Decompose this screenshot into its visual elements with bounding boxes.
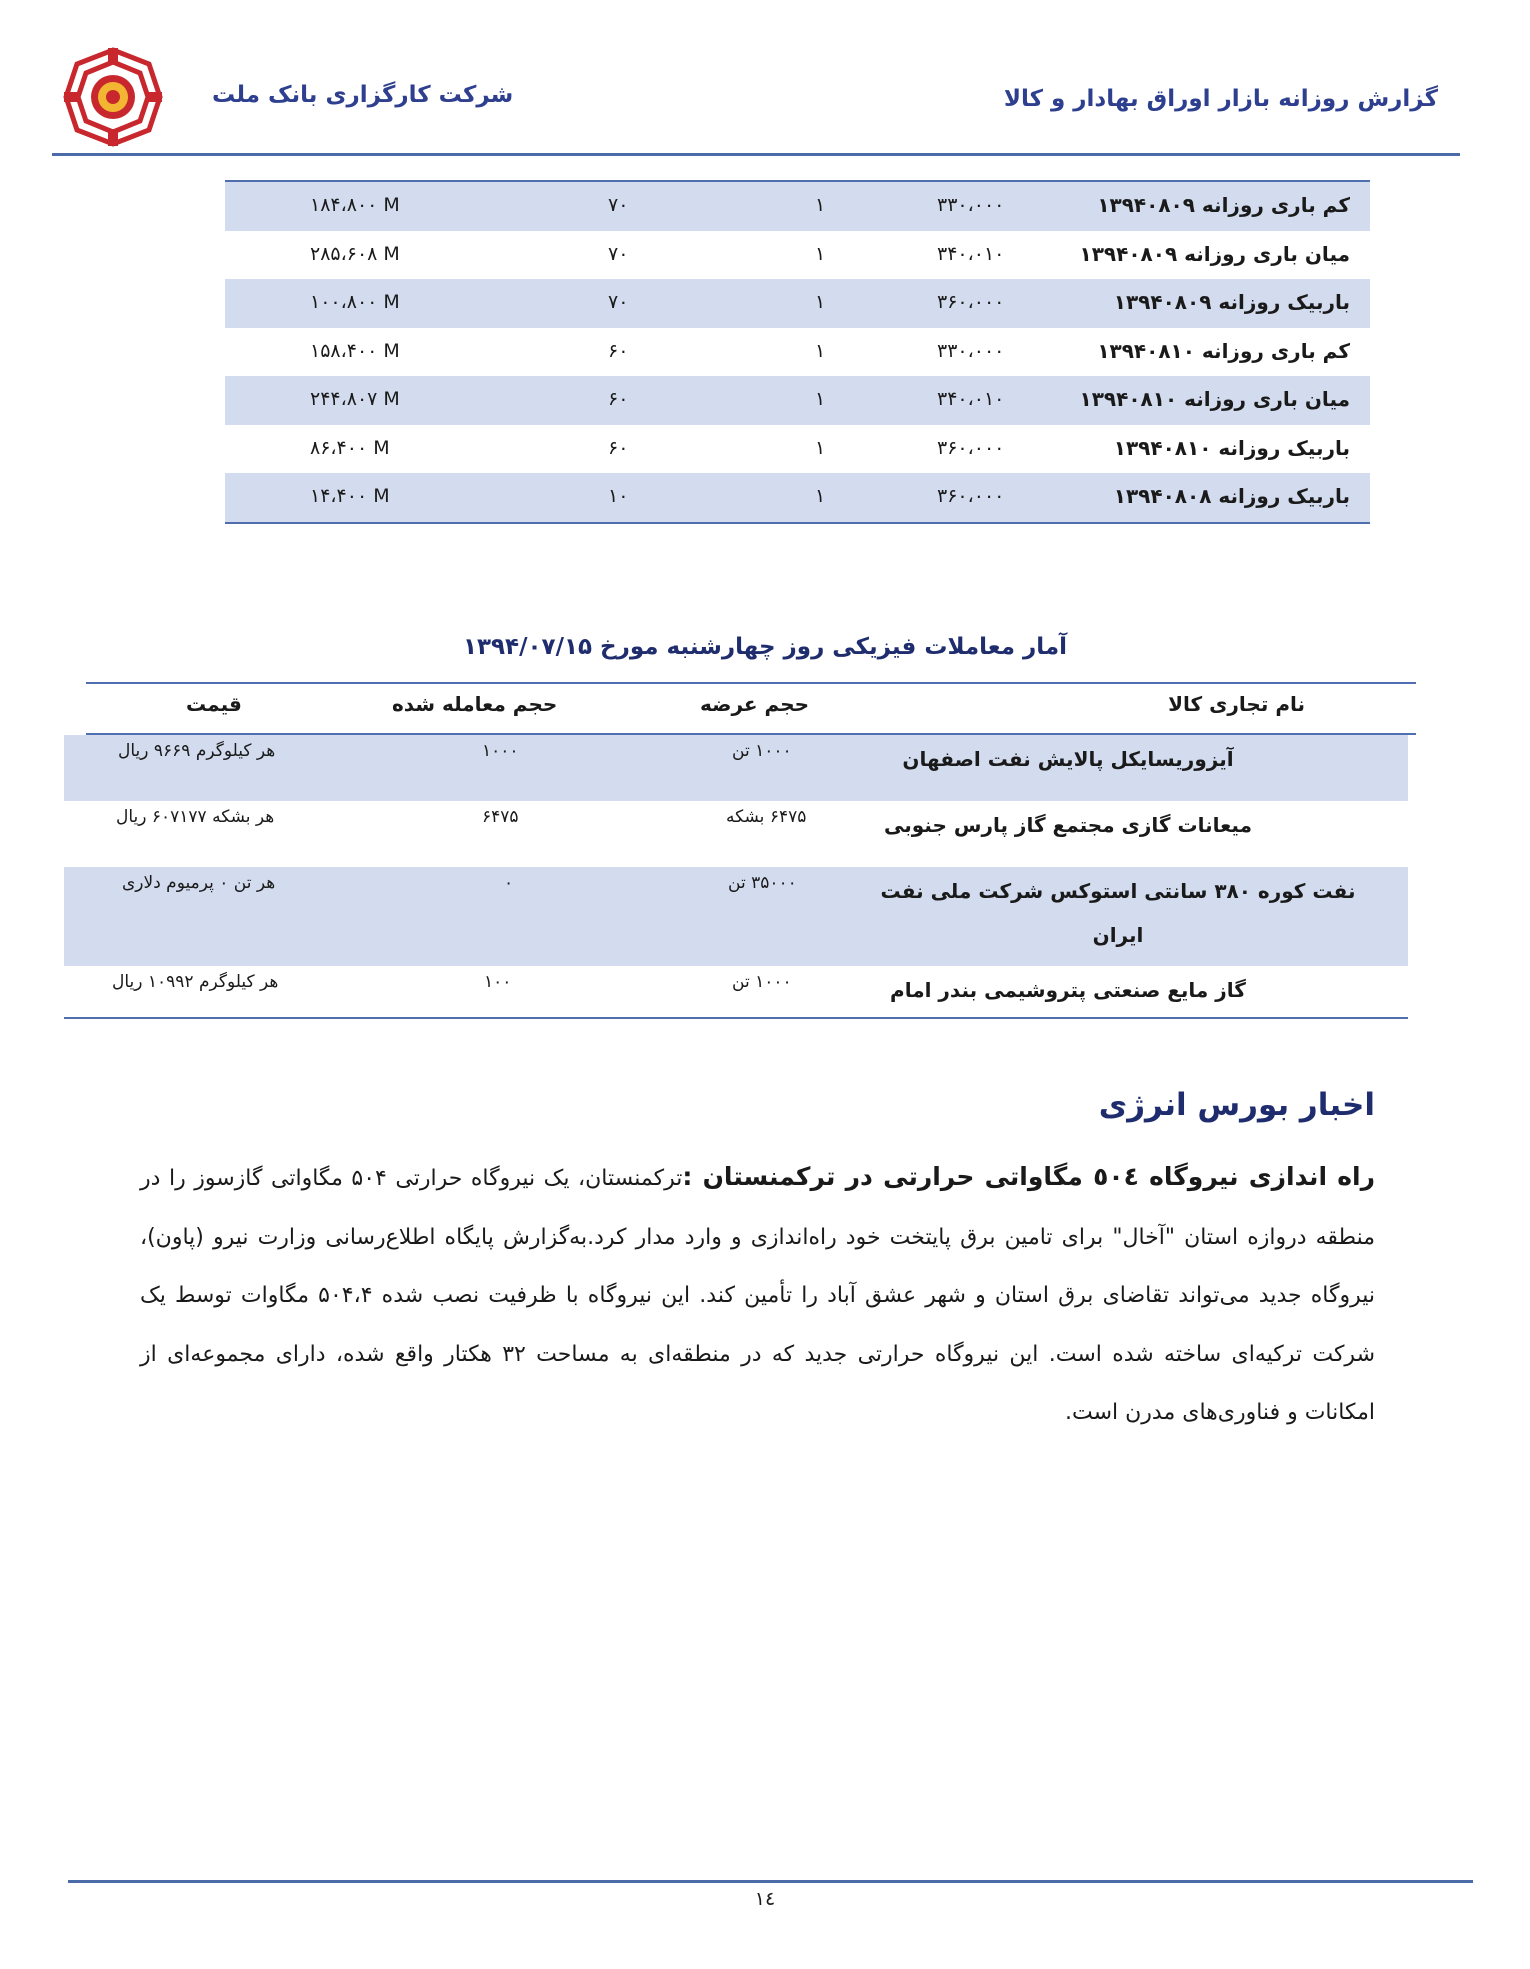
table-row xyxy=(225,376,1370,425)
contract-volume: ۶۰ xyxy=(608,339,629,362)
footer-divider xyxy=(68,1880,1473,1883)
news-section-title: اخبار بورس انرژی xyxy=(1098,1087,1375,1123)
supply-volume: ۶۴۷۵ بشکه xyxy=(726,807,807,827)
contract-volume: ۷۰ xyxy=(608,242,629,265)
contract-count: ۱ xyxy=(815,388,826,410)
contract-price: ۳۶۰،۰۰۰ xyxy=(937,485,1005,507)
contract-price: ۳۴۰،۰۱۰ xyxy=(937,242,1005,265)
contract-name: باربیک روزانه ۱۳۹۴۰۸۰۸ xyxy=(1113,484,1350,508)
contract-count: ۱ xyxy=(815,291,826,313)
commodity-name: میعانات گازی مجتمع گاز پارس جنوبی xyxy=(884,813,1252,837)
trade-price: هر تن ۰ پرمیوم دلاری xyxy=(122,873,276,893)
commodity-name: نفت کوره ۳۸۰ سانتی استوکس شرکت ملی نفت ایران xyxy=(880,879,1356,947)
contract-value: ۱۰۰،۸۰۰ M xyxy=(310,291,400,313)
table-row xyxy=(225,182,1370,231)
table-top-border xyxy=(86,682,1416,684)
table-row xyxy=(64,735,1408,801)
contract-name: کم باری روزانه ۱۳۹۴۰۸۰۹ xyxy=(1097,193,1350,217)
bank-mellat-logo-icon xyxy=(62,46,164,148)
trade-price: هر کیلوگرم ۱۰۹۹۲ ریال xyxy=(112,972,279,992)
physical-trades-title: آمار معاملات فیزیکی روز چهارشنبه مورخ ۱۳۹۴/۰۷/۱۵ xyxy=(462,634,1068,660)
supply-volume: ۱۰۰۰ تن xyxy=(732,972,792,992)
table-row xyxy=(225,231,1370,280)
contract-value: ۸۶،۴۰۰ M xyxy=(310,436,390,459)
commodity-name: آیزوریسایکل پالایش نفت اصفهان xyxy=(902,747,1234,771)
contract-volume: ۱۰ xyxy=(608,485,629,507)
contract-volume: ۷۰ xyxy=(608,291,629,313)
header-divider xyxy=(52,153,1460,156)
contract-volume: ۶۰ xyxy=(608,388,629,410)
traded-volume: ۶۴۷۵ xyxy=(482,807,519,827)
contract-price: ۳۳۰،۰۰۰ xyxy=(937,339,1005,362)
supply-volume: ۳۵۰۰۰ تن xyxy=(728,873,797,893)
news-body-text: ترکمنستان، یک نیروگاه حرارتی ۵۰۴ مگاواتی گازسوز را در منطقه دروازه استان "آخال" برای تامین برق پایتخت خود راه‌اندازی و وارد مدار کرد.به‌گزارش پایگاه اطلاع‌رسانی وزارت نیرو (پاون)، نیروگاه جدید می‌تواند تقاضای برق استان و شهر عشق آباد را تأمین کند. این نیروگاه با ظرفیت نصب شده ۵۰۴،۴ مگاوات توسط یک شرکت ترکیه‌ای ساخته شده است. این نیروگاه حرارتی جدید که در منطقه‌ای به مساحت ۳۲ هکتار واقع شده، دارای مجموعه‌ای از امکانات و فناوری‌های مدرن است. xyxy=(140,1166,1376,1425)
contract-count: ۱ xyxy=(815,339,826,362)
page-number: ۱٤ xyxy=(754,1888,776,1910)
report-title: گزارش روزانه بازار اوراق بهادار و کالا xyxy=(1003,86,1438,112)
table-bottom-border xyxy=(64,1017,1408,1019)
table-row xyxy=(225,425,1370,474)
contract-price: ۳۴۰،۰۱۰ xyxy=(937,388,1005,410)
commodity-name: گاز مایع صنعتی پتروشیمی بندر امام xyxy=(890,978,1246,1002)
trade-price: هر کیلوگرم ۹۶۶۹ ریال xyxy=(118,741,276,761)
contract-name: میان باری روزانه ۱۳۹۴۰۸۰۹ xyxy=(1079,241,1350,266)
contract-name: کم باری روزانه ۱۳۹۴۰۸۱۰ xyxy=(1097,338,1350,363)
contract-count: ۱ xyxy=(815,436,826,459)
contract-name: میان باری روزانه ۱۳۹۴۰۸۱۰ xyxy=(1079,387,1350,411)
table-row xyxy=(225,473,1370,522)
contract-value: ۲۴۴،۸۰۷ M xyxy=(310,388,400,410)
contract-value: ۱۸۴،۸۰۰ M xyxy=(310,194,400,216)
contract-count: ۱ xyxy=(815,242,826,265)
contract-count: ۱ xyxy=(815,485,826,507)
table-row xyxy=(64,867,1408,966)
supply-volume: ۱۰۰۰ تن xyxy=(732,741,792,761)
news-headline: راه اندازی نیروگاه ٥٠٤ مگاواتی حرارتی در ترکمنستان : xyxy=(682,1162,1375,1191)
contract-name: باربیک روزانه ۱۳۹۴۰۸۰۹ xyxy=(1113,290,1350,314)
header-supply-volume: حجم عرضه xyxy=(700,692,810,716)
contract-value: ۱۵۸،۴۰۰ M xyxy=(310,339,400,362)
company-name: شرکت کارگزاری بانک ملت xyxy=(212,82,514,108)
header-price: قیمت xyxy=(186,692,242,716)
contract-volume: ۶۰ xyxy=(608,436,629,459)
trade-price: هر بشکه ۶۰۷۱۷۷ ریال xyxy=(116,807,275,827)
electricity-trades-table xyxy=(225,180,1370,524)
table-row xyxy=(225,328,1370,377)
header-commodity-name: نام تجاری کالا xyxy=(1168,692,1305,716)
contract-price: ۳۶۰،۰۰۰ xyxy=(937,436,1005,459)
contract-name: باربیک روزانه ۱۳۹۴۰۸۱۰ xyxy=(1113,435,1350,460)
contract-value: ۱۴،۴۰۰ M xyxy=(310,485,390,507)
table-row xyxy=(64,801,1408,867)
contract-volume: ۷۰ xyxy=(608,194,629,216)
contract-value: ۲۸۵،۶۰۸ M xyxy=(310,242,400,265)
contract-count: ۱ xyxy=(815,194,826,216)
traded-volume: ۰ xyxy=(504,873,514,893)
news-paragraph xyxy=(140,1148,1375,1443)
table-row xyxy=(64,966,1408,1017)
contract-price: ۳۳۰،۰۰۰ xyxy=(937,194,1005,216)
traded-volume: ۱۰۰ xyxy=(484,972,512,992)
traded-volume: ۱۰۰۰ xyxy=(482,741,519,761)
contract-price: ۳۶۰،۰۰۰ xyxy=(937,291,1005,313)
header-traded-volume: حجم معامله شده xyxy=(392,692,558,716)
table-row xyxy=(225,279,1370,328)
